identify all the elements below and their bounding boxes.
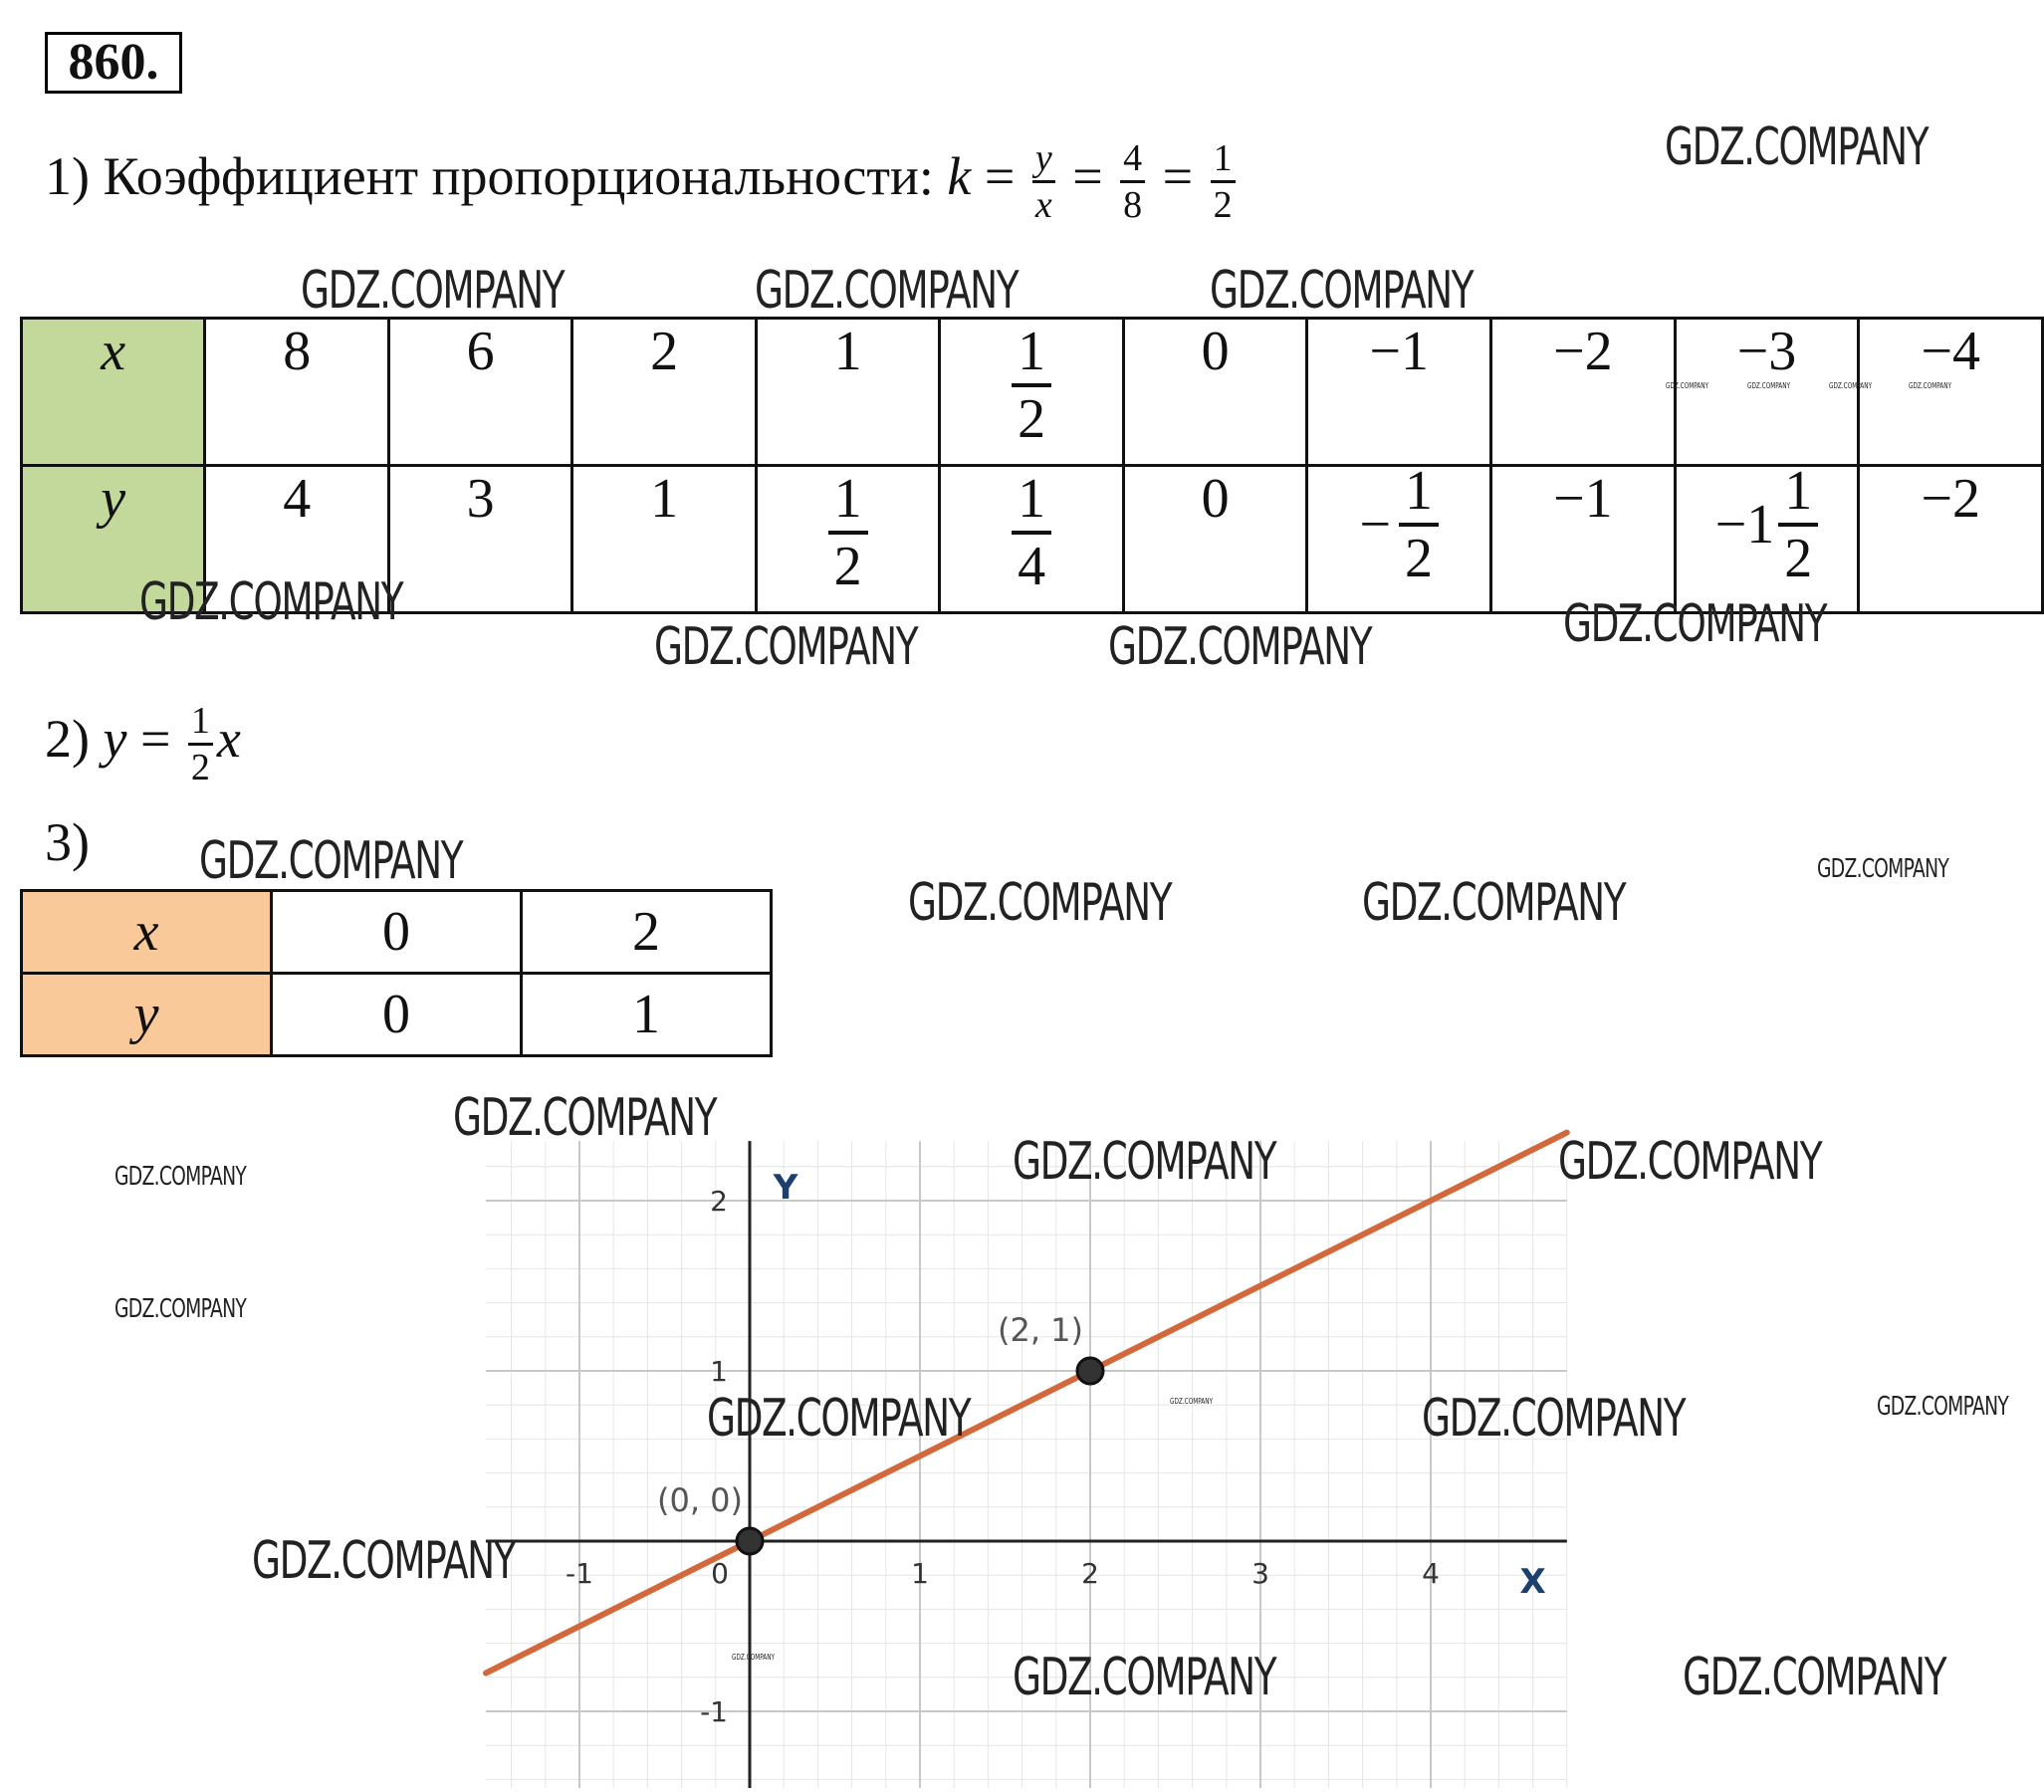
watermark: GDZ.COMPANY bbox=[301, 261, 565, 321]
watermark: GDZ.COMPANY bbox=[139, 572, 403, 632]
y-tick-label: 1 bbox=[710, 1355, 728, 1388]
table-row bbox=[22, 891, 772, 974]
watermark: GDZ.COMPANY bbox=[1909, 381, 1952, 390]
x-axis-label: X bbox=[1519, 1562, 1546, 1602]
data-point bbox=[1077, 1358, 1103, 1384]
watermark: GDZ.COMPANY bbox=[1170, 1397, 1214, 1406]
watermark: GDZ.COMPANY bbox=[1747, 381, 1791, 390]
watermark: GDZ.COMPANY bbox=[1563, 594, 1827, 654]
table-cell: 3 bbox=[388, 466, 571, 613]
k-symbol: k bbox=[947, 145, 972, 206]
part1-line bbox=[45, 139, 1240, 224]
table-cell bbox=[756, 466, 940, 613]
fraction: $\frac{1}{2}$ bbox=[1012, 324, 1051, 447]
table-cell: −1 bbox=[1491, 466, 1676, 613]
part3-label: 3) bbox=[45, 812, 90, 872]
table-cell bbox=[1675, 460, 1859, 613]
table-cell: 4 bbox=[205, 466, 388, 613]
fraction-1-over-2: $\frac{1}{2}$ bbox=[1211, 139, 1236, 224]
watermark: GDZ.COMPANY bbox=[1013, 1132, 1276, 1192]
watermark: GDZ.COMPANY bbox=[1422, 1389, 1686, 1449]
point-label: (0, 0) bbox=[656, 1481, 744, 1519]
table-cell: 1 bbox=[756, 319, 940, 466]
part1-prefix: 1) Коэффициент пропорциональности: bbox=[45, 145, 934, 206]
values-table-1 bbox=[20, 317, 2044, 614]
data-point bbox=[737, 1528, 763, 1554]
watermark: GDZ.COMPANY bbox=[1210, 261, 1474, 321]
fraction-4-over-8: $\frac{4}{8}$ bbox=[1120, 139, 1145, 224]
watermark: GDZ.COMPANY bbox=[199, 831, 463, 891]
watermark: GDZ.COMPANY bbox=[114, 1294, 247, 1324]
watermark: GDZ.COMPANY bbox=[1829, 381, 1873, 390]
x-tick-label: 0 bbox=[711, 1557, 729, 1590]
table-header-y: y bbox=[22, 466, 205, 613]
table-row bbox=[22, 974, 772, 1056]
equals-sign: = bbox=[1162, 145, 1194, 206]
watermark: GDZ.COMPANY bbox=[1817, 854, 1949, 884]
watermark: GDZ.COMPANY bbox=[252, 1531, 516, 1591]
watermark: GDZ.COMPANY bbox=[908, 873, 1172, 933]
table-cell: 0 bbox=[1123, 319, 1306, 466]
table-cell bbox=[940, 319, 1124, 466]
table-cell: −2 bbox=[1859, 466, 2043, 613]
mixed-fraction: −1 $\frac{1}{2}$ bbox=[1715, 463, 1819, 586]
table-cell: −3 bbox=[1675, 319, 1859, 466]
table-row bbox=[22, 319, 2043, 466]
watermark: GDZ.COMPANY bbox=[755, 261, 1019, 321]
watermark: GDZ.COMPANY bbox=[1013, 1648, 1276, 1707]
watermark: GDZ.COMPANY bbox=[1877, 1392, 2009, 1422]
table-cell bbox=[940, 466, 1124, 613]
y-tick-label: -1 bbox=[700, 1695, 728, 1728]
watermark: GDZ.COMPANY bbox=[1108, 617, 1372, 677]
table-cell: 0 bbox=[1123, 466, 1306, 613]
part2-line: 2) y = $\frac{1}{2}$ x bbox=[45, 700, 241, 788]
x-tick-label: 1 bbox=[911, 1557, 929, 1590]
table-cell: 2 bbox=[572, 319, 756, 466]
table-cell: −4 bbox=[1859, 319, 2043, 466]
x-tick-label: 2 bbox=[1081, 1557, 1099, 1590]
table-cell: 1 bbox=[522, 974, 772, 1056]
table-header-x: x bbox=[22, 891, 272, 974]
table-cell: 6 bbox=[388, 319, 571, 466]
x-tick-label: 3 bbox=[1251, 1557, 1269, 1590]
values-table-2 bbox=[20, 889, 773, 1057]
table-cell: 0 bbox=[272, 891, 522, 974]
y-axis-label: Y bbox=[773, 1168, 798, 1208]
watermark: GDZ.COMPANY bbox=[654, 617, 918, 677]
watermark: GDZ.COMPANY bbox=[1558, 1132, 1822, 1192]
fraction-1-over-2: $\frac{1}{2}$ bbox=[188, 702, 213, 786]
table-cell: 8 bbox=[205, 319, 388, 466]
table-cell: 2 bbox=[522, 891, 772, 974]
watermark: GDZ.COMPANY bbox=[732, 1653, 776, 1662]
fraction-y-over-x: $\frac{y}{x}$ bbox=[1032, 139, 1055, 224]
fraction: $\frac{1}{4}$ bbox=[1012, 471, 1051, 594]
watermark: GDZ.COMPANY bbox=[1362, 873, 1626, 933]
watermark: GDZ.COMPANY bbox=[1665, 117, 1929, 177]
table-cell: 0 bbox=[272, 974, 522, 1056]
table-cell bbox=[1307, 460, 1491, 613]
table-header-x: x bbox=[22, 319, 205, 466]
equals-sign: = bbox=[1072, 145, 1103, 206]
point-label: (2, 1) bbox=[997, 1311, 1084, 1349]
table-cell: −1 bbox=[1307, 319, 1491, 466]
x-tick-label: 4 bbox=[1422, 1557, 1440, 1590]
signed-fraction: − $\frac{1}{2}$ bbox=[1359, 463, 1439, 586]
y-tick-label: 2 bbox=[710, 1185, 728, 1218]
watermark: GDZ.COMPANY bbox=[114, 1162, 247, 1192]
table-cell: 1 bbox=[572, 466, 756, 613]
equals-sign: = bbox=[984, 145, 1016, 206]
watermark: GDZ.COMPANY bbox=[453, 1088, 717, 1148]
fraction: $\frac{1}{2}$ bbox=[828, 471, 868, 594]
watermark: GDZ.COMPANY bbox=[1666, 381, 1709, 390]
watermark: GDZ.COMPANY bbox=[1683, 1648, 1946, 1707]
table-header-y: y bbox=[22, 974, 272, 1056]
table-cell: −2 bbox=[1491, 319, 1676, 466]
watermark: GDZ.COMPANY bbox=[707, 1389, 971, 1449]
problem-number: 860. bbox=[45, 32, 182, 94]
x-tick-label: -1 bbox=[566, 1557, 593, 1590]
